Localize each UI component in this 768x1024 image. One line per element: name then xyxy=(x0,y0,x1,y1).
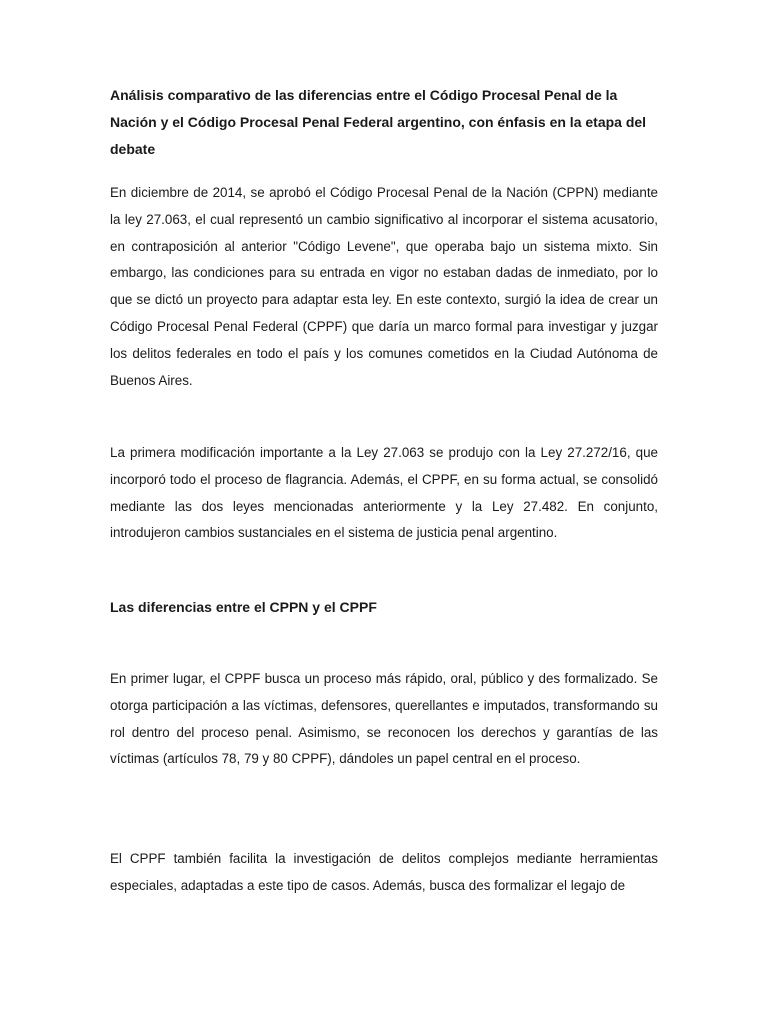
paragraph-first-difference: En primer lugar, el CPPF busca un proceso más rápido, oral, público y des formalizado. Se otorga participación a las víctimas, defensores, querellantes e imputados, transformando su rol dentro del proceso penal. Asimismo, se reconocen los derechos y garantías de las víctimas (artículos 78, 79 y 80 CPPF), dándoles un papel central en el proceso. xyxy=(110,671,658,767)
section-heading: Las diferencias entre el CPPN y el CPPF xyxy=(110,599,377,615)
document-title: Análisis comparativo de las diferencias entre el Código Procesal Penal de la Nación y el Código Procesal Penal Federal argentino, con énfasis en la etapa del debate xyxy=(110,87,647,157)
paragraph-first-modification: La primera modificación importante a la Ley 27.063 se produjo con la Ley 27.272/16, que incorporó todo el proceso de flagrancia. Además, el CPPF, en su forma actual, se consolidó mediante las dos leyes mencionadas anteriormente y la Ley 27.482. En conjunto, introdujeron cambios sustanciales en el sistema de justicia penal argentino. xyxy=(110,445,658,541)
paragraph-complex-crimes: El CPPF también facilita la investigación de delitos complejos mediante herramientas especiales, adaptadas a este tipo de casos. Además, busca des formalizar el legajo de xyxy=(110,851,658,893)
paragraph-cppn-approval: En diciembre de 2014, se aprobó el Código Procesal Penal de la Nación (CPPN) mediante la ley 27.063, el cual representó un cambio significativo al incorporar el sistema acusatorio, en contraposición al anterior "Código Levene", que operaba bajo un sistema mixto. Sin embargo, las condiciones para su entrada en vigor no estaban dadas de inmediato, por lo que se dictó un proyecto para adaptar esta ley. En este contexto, surgió la idea de crear un Código Procesal Penal Federal (CPPF) que daría un marco formal para investigar y juzgar los delitos federales en todo el país y los comunes cometidos en la Ciudad Autónoma de Buenos Aires. xyxy=(110,185,658,388)
